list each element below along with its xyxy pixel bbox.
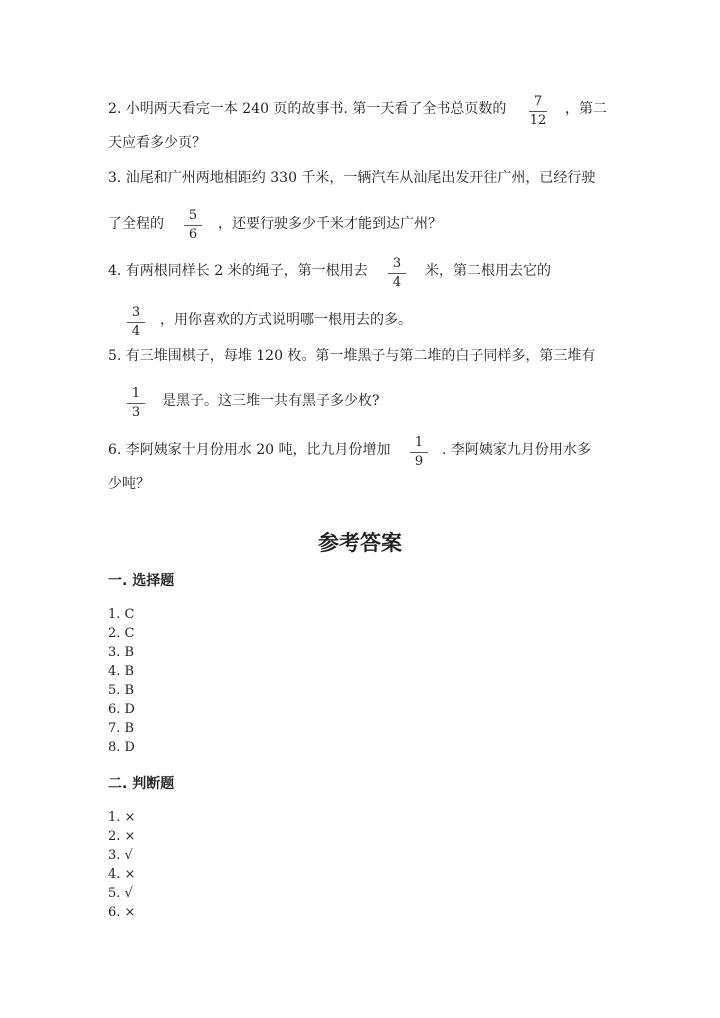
section1-answer-list bbox=[108, 605, 135, 757]
q2-text: 2. 小明两天看完一本 240 页的故事书. 第一天看了全书总页数的 bbox=[108, 101, 507, 117]
answer-item: 1. C bbox=[108, 607, 135, 622]
q6-frac-num: 1 bbox=[414, 435, 424, 450]
q4-fraction-2 bbox=[124, 306, 148, 339]
q5-fraction bbox=[124, 387, 148, 420]
q4-frac1-num: 3 bbox=[392, 256, 402, 271]
q6-line2: 少吨？ bbox=[108, 476, 150, 492]
q4-frac1-den: 4 bbox=[392, 275, 402, 290]
fraction-bar bbox=[410, 452, 428, 453]
q3-frac-den: 6 bbox=[188, 227, 198, 242]
q6-fraction bbox=[407, 436, 431, 469]
answer-item: 4. × bbox=[108, 867, 136, 882]
fraction-bar bbox=[388, 273, 406, 274]
q5-frac-den: 3 bbox=[131, 405, 141, 420]
q4-frac2-num: 3 bbox=[131, 305, 141, 320]
fraction-bar bbox=[127, 322, 145, 323]
q4-post: ，用你喜欢的方式说明哪一根用去的多。 bbox=[160, 312, 412, 328]
q5-post: 是黑子。这三堆一共有黑子多少枚? bbox=[162, 393, 380, 409]
q4-frac2-den: 4 bbox=[131, 324, 141, 339]
answer-item: 3. B bbox=[108, 645, 135, 660]
q4-pre: 4. 有两根同样长 2 米的绳子，第一根用去 bbox=[108, 263, 368, 279]
q3-post: ，还要行驶多少千米才能到达广州？ bbox=[218, 216, 442, 232]
q4-mid: 米，第二根用去它的 bbox=[425, 263, 551, 279]
q6-frac-den: 9 bbox=[414, 454, 424, 469]
answer-item: 6. × bbox=[108, 905, 136, 920]
q3-frac-num: 5 bbox=[188, 208, 198, 223]
section2-answer-list bbox=[108, 808, 135, 922]
q6-pre: 6. 李阿姨家十月份用水 20 吨，比九月份增加 bbox=[108, 442, 391, 458]
q2-frac-den: 12 bbox=[529, 113, 547, 128]
section1-heading: 一. 选择题 bbox=[108, 573, 175, 589]
answer-item: 4. B bbox=[108, 664, 135, 679]
answer-item: 7. B bbox=[108, 721, 135, 736]
q2-line2: 天应看多少页？ bbox=[108, 135, 206, 151]
answer-item: 1. × bbox=[108, 810, 136, 825]
answer-item: 2. C bbox=[108, 626, 135, 641]
q6-post: . 李阿姨家九月份用水多 bbox=[442, 442, 591, 458]
q5-frac-num: 1 bbox=[131, 386, 141, 401]
fraction-bar bbox=[127, 403, 145, 404]
answer-item: 6. D bbox=[108, 702, 135, 717]
answer-item: 8. D bbox=[108, 740, 135, 755]
answer-item: 2. × bbox=[108, 829, 136, 844]
section2-heading: 二. 判断题 bbox=[108, 776, 175, 792]
answers-title: 参考答案 bbox=[318, 531, 402, 555]
q2-fraction bbox=[526, 95, 550, 128]
q5-line1: 5. 有三堆围棋子，每堆 120 枚。第一堆黑子与第二堆的白子同样多，第三堆有 bbox=[108, 348, 596, 364]
q3-fraction bbox=[181, 209, 205, 242]
q3-pre: 了全程的 bbox=[108, 216, 164, 232]
fraction-bar bbox=[184, 225, 202, 226]
q2-text-end: ，第二 bbox=[565, 101, 607, 117]
answer-item: 5. √ bbox=[108, 886, 133, 901]
q2-frac-num: 7 bbox=[533, 94, 543, 109]
answer-item: 3. √ bbox=[108, 848, 133, 863]
q3-line1: 3. 汕尾和广州两地相距约 330 千米，一辆汽车从汕尾出发开往广州，已经行驶 bbox=[108, 170, 596, 186]
answer-item: 5. B bbox=[108, 683, 135, 698]
fraction-bar bbox=[529, 111, 547, 112]
q4-fraction-1 bbox=[385, 257, 409, 290]
